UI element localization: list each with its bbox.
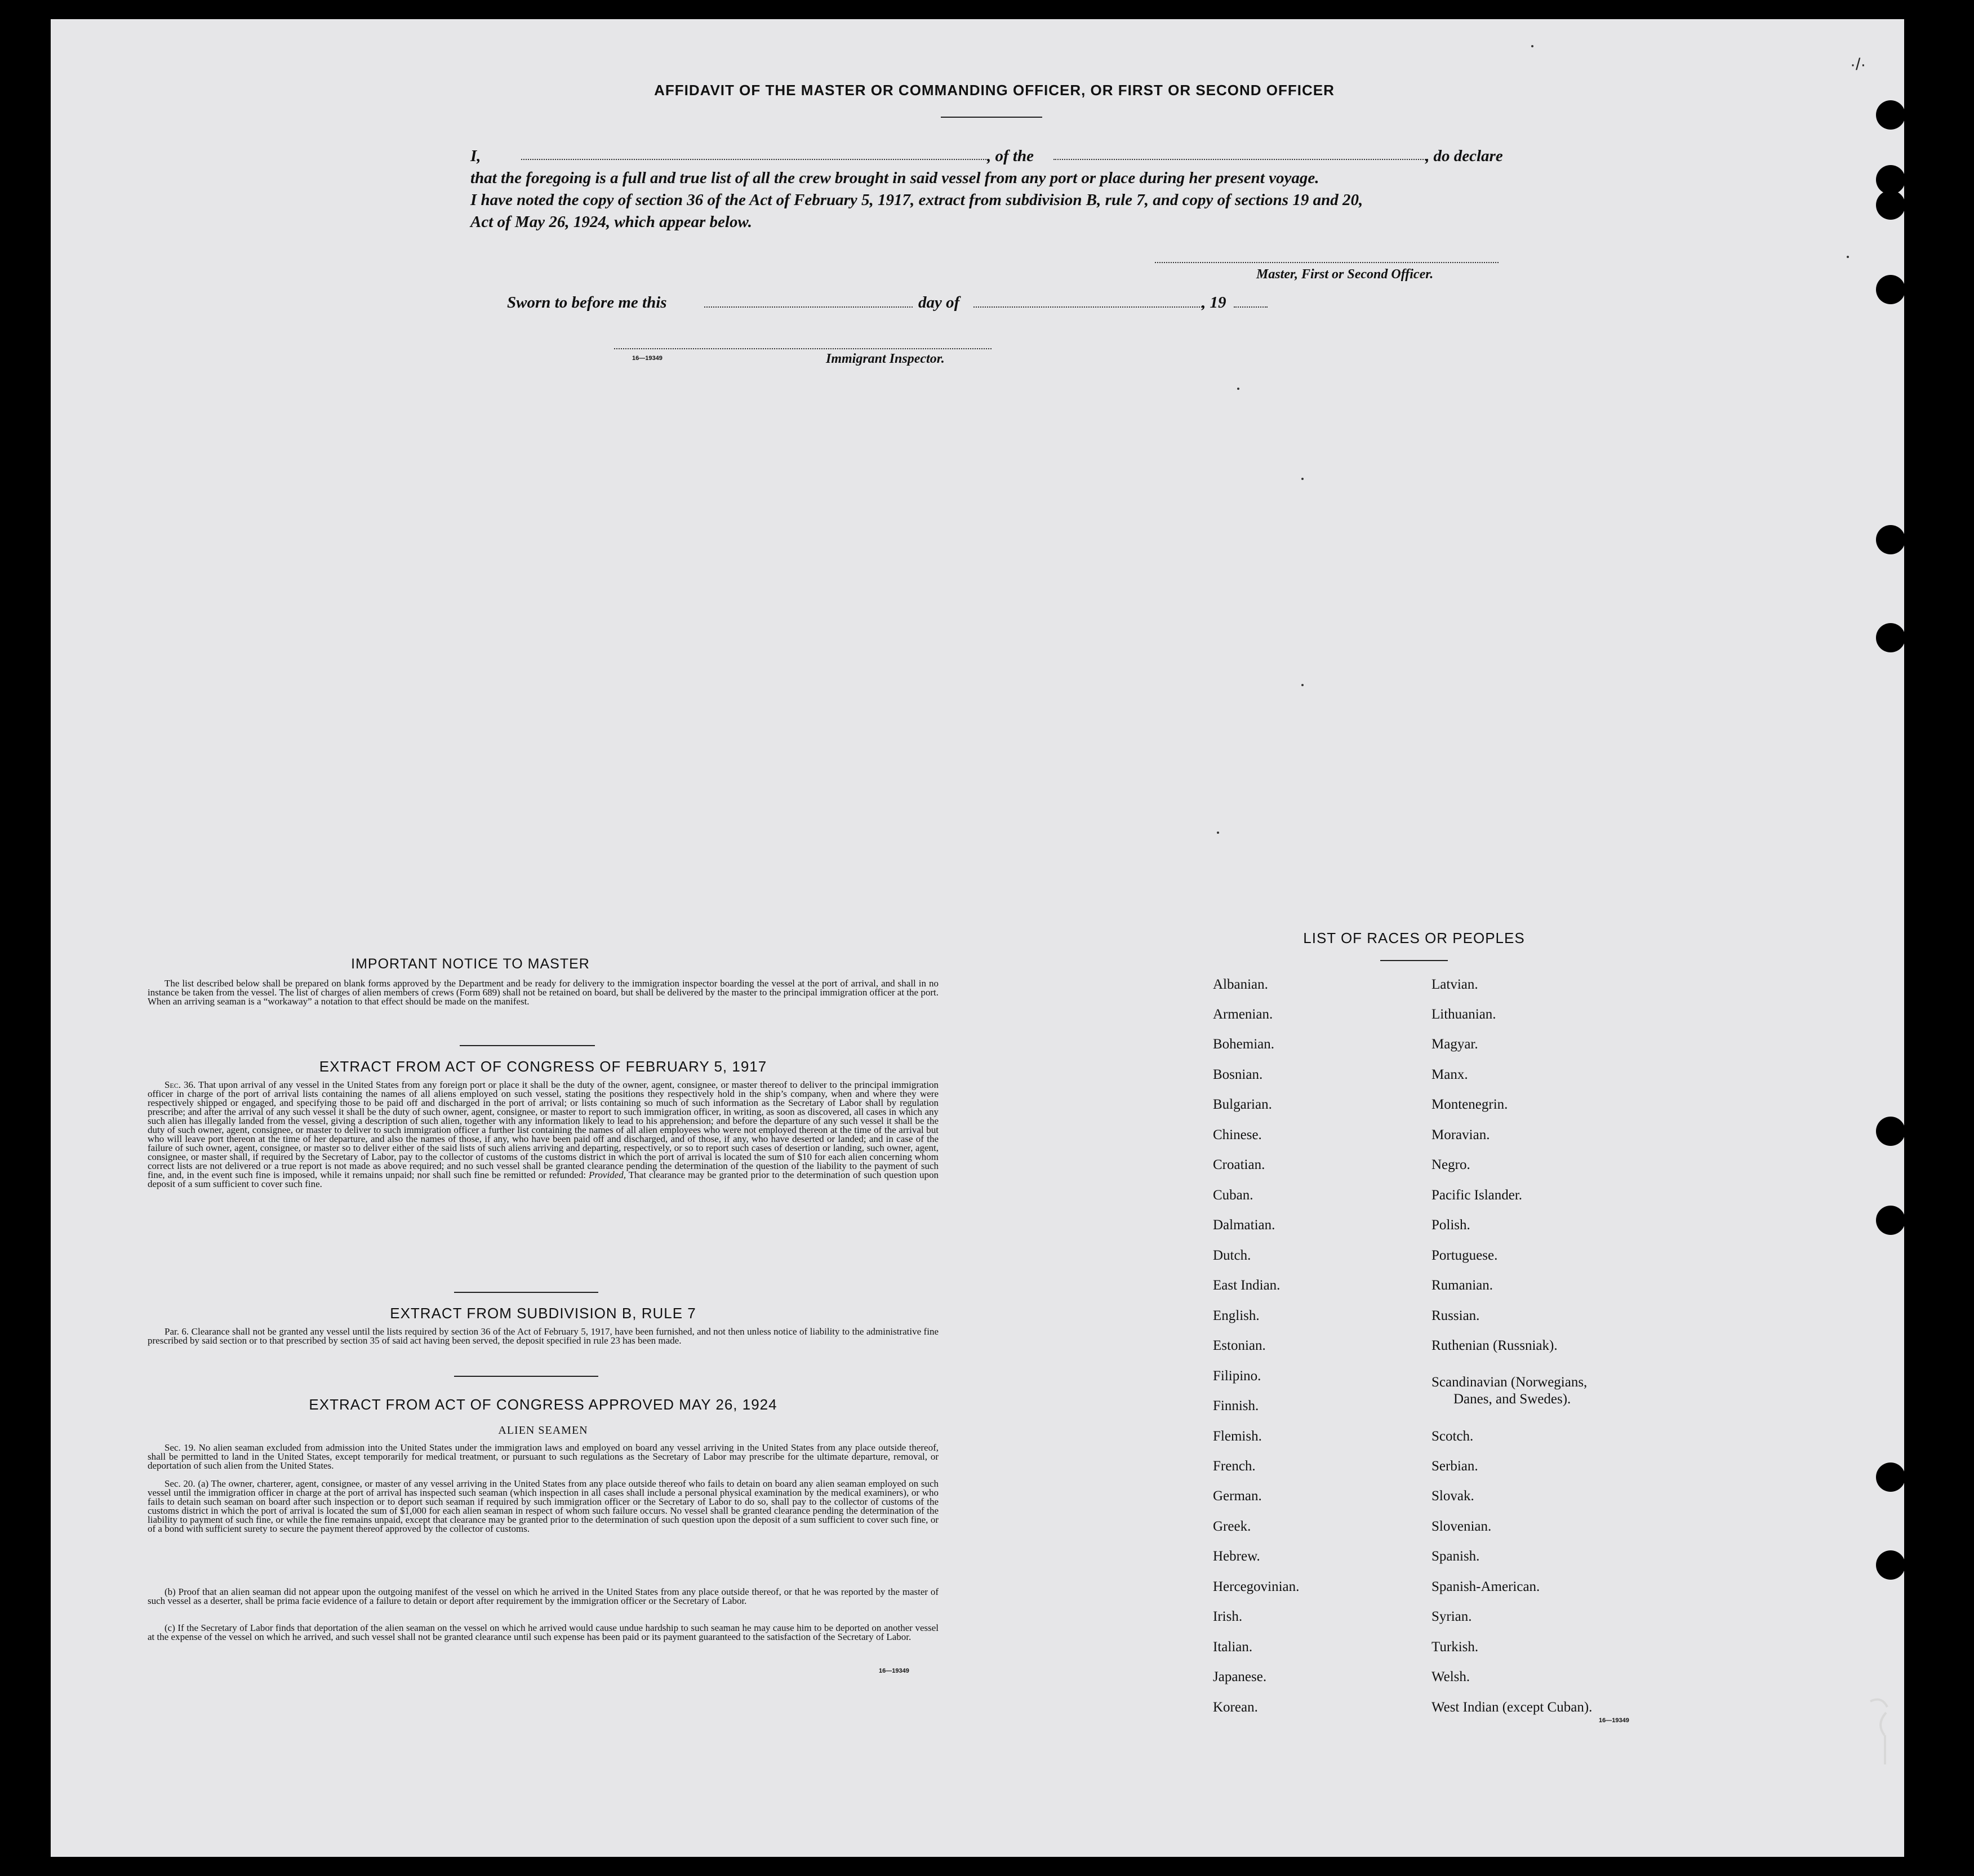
sworn-year: , 19 bbox=[1202, 294, 1226, 312]
race-item: Lithuanian. bbox=[1431, 1007, 1496, 1022]
notice-rule bbox=[460, 1045, 595, 1046]
binder-hole bbox=[1876, 525, 1905, 554]
binder-hole bbox=[1876, 100, 1905, 130]
sec-20a-text: Sec. 20. (a) The owner, charterer, agent, consignee, or master of any vessel arriving in the United States from any place outside thereof who fails to detain on board any alien seaman employed on such vessel until the immigration officer in charge at the port of arrival has inspected such seaman (which inspection in all cases shall include a personal physical examination by the medical examiners), or who fails to detain such seaman on board after such inspection or to deport such seaman if required by such immigration officer or the Secretary of Labor to do so, shall pay to the collector of customs of the customs district in which the port of arrival is located the sum of $1,000 for each alien seaman in respect of whom such failure occurs. No vessel shall be granted clearance pending the determination of the liability to payment of such fine, or while the fine remains unpaid, except that clearance may be granted prior to the determination of such question upon the deposit of a sum sufficient to cover such fine, or of a bond with sufficient surety to secure the payment thereof approved by the collector of customs. bbox=[148, 1478, 939, 1534]
name-blank bbox=[521, 159, 989, 160]
extract-1917-body bbox=[148, 1081, 939, 1189]
race-item: Croatian. bbox=[1213, 1157, 1265, 1172]
race-item: Pacific Islander. bbox=[1431, 1188, 1523, 1203]
race-item: Moravian. bbox=[1431, 1127, 1490, 1143]
affidavit-line-1 bbox=[470, 145, 481, 167]
inspector-label: Immigrant Inspector. bbox=[826, 352, 945, 366]
sworn-day-of: day of bbox=[918, 294, 960, 312]
binder-hole bbox=[1876, 275, 1905, 304]
sec-36-text: That upon arrival of any vessel in the United States from any foreign port or place it shall be the duty of the owner, agent, consignee, or master thereof to deliver to the principal immigration officer in charge of the port of arrival lists containing the names of all aliens employed on such vessel, stating the positions they respectively hold in the ship’s company, when and where they were respectively shipped or engaged, and specifying those to be paid off and discharged in the port of arrival; or lists containing so much of such information as the Secretary of Labor shall by regulation prescribe; and after the arrival of any such vessel it shall be the duty of such owner, agent, consignee, or master to report to such immigration officer, in writing, as soon as discovered, all cases in which any such alien has illegally landed from the vessel, giving a description of such alien, together with any information likely to lead to his apprehension; and before the departure of any such vessel it shall be the duty of such owner, agent, consignee, or master to deliver to such immigration officer a further list containing the names of all alien employees who were not employed thereon at the time of the arrival but who will leave port thereon at the time of her departure, and also the names of those, if any, who have been paid off and discharged, and of those, if any, who have deserted or landed; and in case of the failure of such owner, agent, consignee, or master so to deliver either of the said lists of such aliens arriving and departing, respectively, or so to report such cases of desertion or landing, such owner, agent, consignee, or master shall, if required by the Secretary of Labor, pay to the collector of customs of the customs district in which the port of arrival is located the sum of $10 for each alien concerning whom correct lists are not delivered or a true report is not made as above required; and no such vessel shall be granted clearance pending the determination of the question of the liability to the payment of such fine, and, in the event such fine is imposed, while it remains unpaid; nor shall such fine be remitted or refunded: bbox=[148, 1079, 939, 1180]
sworn-year-blank bbox=[1234, 306, 1268, 308]
master-label: Master, First or Second Officer. bbox=[1256, 267, 1434, 282]
race-item: Spanish. bbox=[1431, 1549, 1480, 1564]
affidavit-i: I, bbox=[470, 147, 481, 165]
sworn-prefix: Sworn to before me this bbox=[507, 294, 667, 312]
binder-hole bbox=[1876, 1206, 1905, 1235]
race-item: Welsh. bbox=[1431, 1669, 1470, 1684]
scan-speck bbox=[1847, 256, 1849, 258]
binder-hole bbox=[1876, 623, 1905, 652]
race-item: Portuguese. bbox=[1431, 1248, 1498, 1263]
provided-word: Provided, bbox=[589, 1170, 626, 1180]
affidavit-line-4: Act of May 26, 1924, which appear below. bbox=[470, 213, 752, 231]
scan-speck bbox=[1531, 45, 1533, 47]
notice-title: IMPORTANT NOTICE TO MASTER bbox=[351, 956, 590, 972]
sec-20c-text: (c) If the Secretary of Labor finds that deportation of the alien seaman on the vessel on which he arrived would cause undue hardship to such seaman he may cause him to be deported on another vessel at the expense of the vessel on which he arrived, and such vessel shall not be granted clearance until such expense has been paid or its payment guaranteed to the satisfaction of the Secretary of Labor. bbox=[148, 1622, 939, 1642]
race-item: German. bbox=[1213, 1488, 1262, 1504]
margin-mark: ·/· bbox=[1850, 55, 1866, 74]
race-item: Filipino. bbox=[1213, 1368, 1261, 1384]
race-item: Dalmatian. bbox=[1213, 1217, 1275, 1233]
race-item: Spanish-American. bbox=[1431, 1579, 1540, 1594]
binder-hole bbox=[1876, 1462, 1905, 1492]
notice-body: The list described below shall be prepared on blank forms approved by the Department and be ready for delivery to the immigration inspector boarding the vessel at the port of arrival, and shall in no instance be taken from the vessel. The list of charges of alien members of crews (Form 689) shall not be retained on board, but shall be delivered by the master to the principal immigration officer at the port. When an arriving seaman is a “workaway” a notation to that effect should be made on the manifest. bbox=[148, 978, 939, 1007]
affidavit-title: AFFIDAVIT OF THE MASTER OR COMMANDING OFFICER, OR FIRST OR SECOND OFFICER bbox=[654, 82, 1335, 99]
race-item: Korean. bbox=[1213, 1700, 1258, 1715]
race-item: Chinese. bbox=[1213, 1127, 1262, 1143]
affidavit-form-number: 16—19349 bbox=[632, 355, 663, 362]
binder-hole bbox=[1876, 1550, 1905, 1580]
binder-hole bbox=[1876, 1117, 1905, 1146]
race-item: Ruthenian (Russniak). bbox=[1431, 1338, 1558, 1353]
race-item: Manx. bbox=[1431, 1067, 1468, 1082]
affidavit-declare: , do declare bbox=[1425, 147, 1503, 165]
race-item: Dutch. bbox=[1213, 1248, 1251, 1263]
race-item: Hebrew. bbox=[1213, 1549, 1260, 1564]
races-rule bbox=[1380, 960, 1448, 961]
race-item: Albanian. bbox=[1213, 977, 1268, 992]
extract-b-rule bbox=[454, 1376, 598, 1377]
race-item: Hercegovinian. bbox=[1213, 1579, 1300, 1594]
race-item: French. bbox=[1213, 1459, 1256, 1474]
race-item: Latvian. bbox=[1431, 977, 1478, 992]
sworn-month-blank bbox=[973, 306, 1204, 308]
race-item: English. bbox=[1213, 1308, 1260, 1323]
race-item: Slovenian. bbox=[1431, 1519, 1492, 1534]
race-item: Finnish. bbox=[1213, 1398, 1259, 1413]
race-item: Bosnian. bbox=[1213, 1067, 1263, 1082]
race-item: Japanese. bbox=[1213, 1669, 1267, 1684]
races-form-number: 16—19349 bbox=[1599, 1717, 1629, 1724]
race-item: Polish. bbox=[1431, 1217, 1470, 1233]
extract-1924-title: EXTRACT FROM ACT OF CONGRESS APPROVED MAY 26, 1924 bbox=[309, 1396, 777, 1413]
master-signature-line bbox=[1155, 262, 1499, 263]
document-sheet bbox=[51, 19, 1904, 1857]
affidavit-of-the: , of the bbox=[987, 147, 1034, 165]
alien-seamen-subtitle: ALIEN SEAMEN bbox=[498, 1424, 588, 1437]
sworn-day-blank bbox=[704, 306, 913, 308]
extract-1917-title: EXTRACT FROM ACT OF CONGRESS OF FEBRUARY 5, 1917 bbox=[319, 1058, 767, 1075]
scan-speck bbox=[1301, 478, 1304, 480]
extract-1917-rule bbox=[454, 1292, 598, 1293]
race-item: Estonian. bbox=[1213, 1338, 1266, 1353]
extract-b-title: EXTRACT FROM SUBDIVISION B, RULE 7 bbox=[390, 1305, 696, 1322]
sec-36-tail: That clearance may be granted prior to the determination of such question upon deposit of a sum sufficient to cover such fine. bbox=[148, 1170, 939, 1189]
race-item: Magyar. bbox=[1431, 1037, 1478, 1052]
pencil-mark bbox=[1865, 1690, 1899, 1769]
race-item: Rumanian. bbox=[1431, 1278, 1493, 1293]
affidavit-line-3: I have noted the copy of section 36 of the Act of February 5, 1917, extract from subdivision B, rule 7, and copy of sections 19 and 20, bbox=[470, 191, 1363, 209]
race-item: Scandinavian (Norwegians, bbox=[1431, 1375, 1588, 1390]
race-item: Irish. bbox=[1213, 1609, 1243, 1624]
race-item: Armenian. bbox=[1213, 1007, 1273, 1022]
race-item: Turkish. bbox=[1431, 1639, 1479, 1655]
race-item: Italian. bbox=[1213, 1639, 1253, 1655]
title-rule bbox=[941, 117, 1042, 118]
race-item: Negro. bbox=[1431, 1157, 1470, 1172]
binder-hole bbox=[1876, 190, 1905, 220]
race-item: Cuban. bbox=[1213, 1188, 1253, 1203]
race-item: Montenegrin. bbox=[1431, 1097, 1508, 1112]
race-item: Slovak. bbox=[1431, 1488, 1474, 1504]
scan-speck bbox=[1301, 684, 1304, 686]
race-item: West Indian (except Cuban). bbox=[1431, 1700, 1593, 1715]
race-item: Bulgarian. bbox=[1213, 1097, 1272, 1112]
race-item: Greek. bbox=[1213, 1519, 1251, 1534]
sec-19-text: Sec. 19. No alien seaman excluded from admission into the United States under the immigration laws and employed on board any vessel arriving in the United States from any place outside thereof, shall be permitted to land in the United States, except temporarily for medical treatment, or pursuant to such regulations as the Secretary of Labor may prescribe for the ultimate departure, removal, or deportation of such alien from the United States. bbox=[148, 1442, 939, 1471]
extract-form-number: 16—19349 bbox=[879, 1668, 909, 1674]
race-item: Scotch. bbox=[1431, 1429, 1474, 1444]
race-item: Serbian. bbox=[1431, 1459, 1478, 1474]
race-item: Syrian. bbox=[1431, 1609, 1472, 1624]
inspector-signature-line bbox=[614, 348, 992, 349]
vessel-blank bbox=[1053, 159, 1428, 160]
scan-speck bbox=[1237, 388, 1239, 390]
races-title: LIST OF RACES OR PEOPLES bbox=[1303, 930, 1525, 946]
race-item: Danes, and Swedes). bbox=[1453, 1392, 1571, 1407]
scan-speck bbox=[1217, 832, 1219, 834]
affidavit-line-2: that the foregoing is a full and true list of all the crew brought in said vessel from any port or place during her present voyage. bbox=[470, 169, 1319, 187]
sec-20b-text: (b) Proof that an alien seaman did not appear upon the outgoing manifest of the vessel on which he arrived in the United States from any place outside thereof, or that he was reported by the master of such vessel as a deserter, shall be prima facie evidence of a failure to detain or deport after requirement by the immigration officer or the Secretary of Labor. bbox=[148, 1586, 939, 1606]
extract-b-body: Par. 6. Clearance shall not be granted any vessel until the lists required by section 36 of the Act of February 5, 1917, have been furnished, and not then unless notice of liability to the administrative fine prescribed by said section or to that prescribed by section 35 of said act having been served, the deposit specified in rule 23 has been made. bbox=[148, 1326, 939, 1346]
sec-36-label: Sec. 36. bbox=[164, 1079, 196, 1090]
race-item: Russian. bbox=[1431, 1308, 1480, 1323]
race-item: East Indian. bbox=[1213, 1278, 1281, 1293]
race-item: Bohemian. bbox=[1213, 1037, 1275, 1052]
race-item: Flemish. bbox=[1213, 1429, 1262, 1444]
